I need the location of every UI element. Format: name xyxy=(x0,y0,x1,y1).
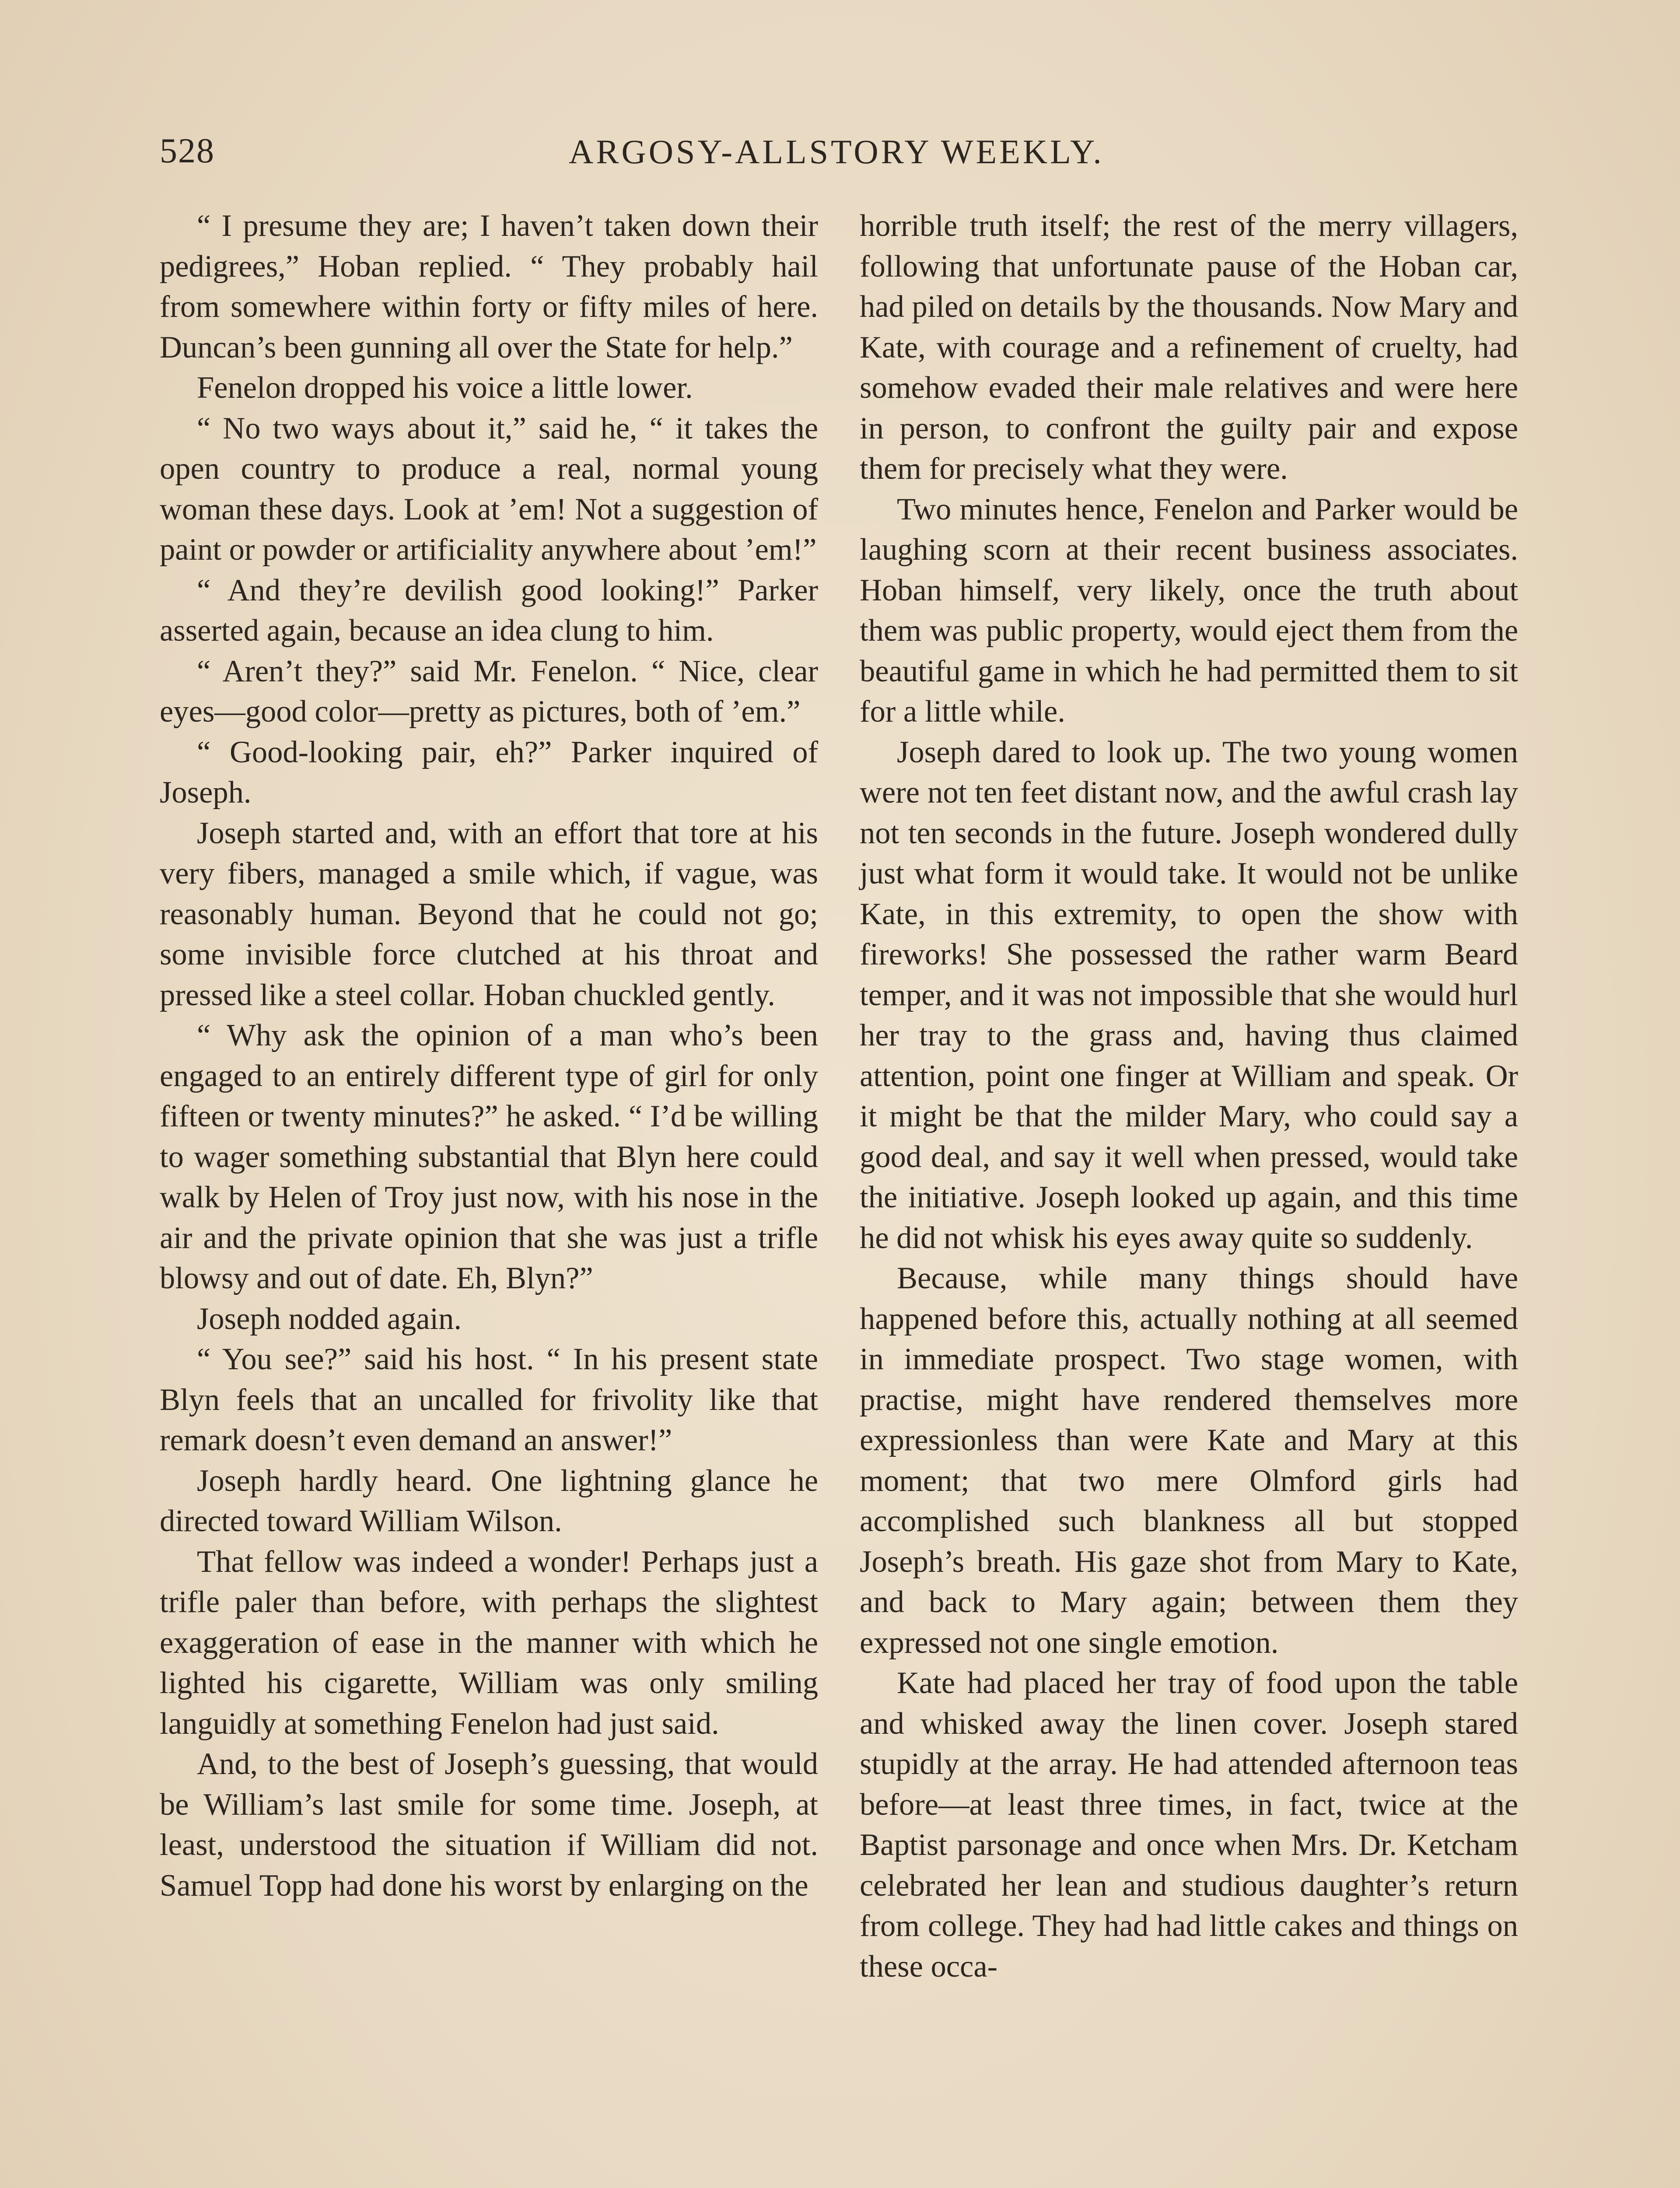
paragraph: Two minutes hence, Fenelon and Parker would be laughing scorn at their recent business associates. Hoban himself, very likely, once the truth about them was public property, would eject them from the beautiful game in which he had permitted them to sit for a little while. xyxy=(860,492,1518,729)
page-number: 528 xyxy=(160,132,215,170)
paragraph: “ Aren’t they?” said Mr. Fenelon. “ Nice, clear eyes—good color—pretty as pictures, both of ’em.” xyxy=(160,654,818,729)
paragraph: “ I presume they are; I haven’t taken down their pedigrees,” Hoban replied. “ They probably hail from somewhere within forty or fifty miles of here. Duncan’s been gunning all over the State for help.” xyxy=(160,209,818,365)
paragraph: Joseph hardly heard. One lightning glance he directed toward William Wilson. xyxy=(160,1463,818,1538)
left-column xyxy=(160,206,818,1906)
paragraph: Kate had placed her tray of food upon the table and whisked away the linen cover. Joseph stared stupidly at the array. He had attended afternoon teas before—at least three times, in fact, twice at the Baptist parsonage and once when Mrs. Dr. Ketcham celebrated her lean and studious daughter’s return from college. They had had little cakes and things on these occa- xyxy=(860,1666,1518,1984)
paragraph: Fenelon dropped his voice a little lower. xyxy=(197,371,693,405)
paragraph: Joseph nodded again. xyxy=(197,1301,462,1336)
paragraph: “ And they’re devilish good looking!” Parker asserted again, because an idea clung to him. xyxy=(160,573,818,648)
paragraph: Joseph dared to look up. The two young women were not ten feet distant now, and the awful crash lay not ten seconds in the future. Joseph wondered dully just what form it would take. It would not be unlike Kate, in this extremity, to open the show with fireworks! She possessed the rather warm Beard temper, and it was not impossible that she would hurl her tray to the grass and, having thus claimed attention, point one finger at William and speak. Or it might be that the milder Mary, who could say a good deal, and say it well when pressed, would take the initiative. Joseph looked up again, and this time he did not whisk his eyes away quite so suddenly. xyxy=(860,735,1518,1255)
paragraph: Because, while many things should have happened before this, actually nothing at all seemed in immediate prospect. Two stage women, with practise, might have rendered themselves more expressionless than were Kate and Mary at this moment; that two mere Olmford girls had accomplished such blankness all but stopped Joseph’s breath. His gaze shot from Mary to Kate, and back to Mary again; between them they expressed not one single emotion. xyxy=(860,1261,1518,1660)
paragraph: “ No two ways about it,” said he, “ it takes the open country to produce a real, normal young woman these days. Look at ’em! Not a suggestion of paint or powder or artificiality anywhere about ’em!” xyxy=(160,411,818,567)
paragraph: “ Why ask the opinion of a man who’s been engaged to an entirely different type of girl for only fifteen or twenty minutes?” he asked. “ I’d be willing to wager something substantial that Blyn here could walk by Helen of Troy just now, with his nose in the air and the private opinion that she was just a trifle blowsy and out of date. Eh, Blyn?” xyxy=(160,1018,818,1295)
paragraph: “ Good-looking pair, eh?” Parker inquired of Joseph. xyxy=(160,735,818,810)
continued-paragraph: horrible truth itself; the rest of the merry villagers, following that unfortunate pause of the Hoban car, had piled on details by the thousands. Now Mary and Kate, with courage and a refinement of cruelty, had somehow evaded their male relatives and were here in person, to confront the guilty pair and expose them for precisely what they were. xyxy=(860,209,1518,486)
right-column xyxy=(860,206,1518,1987)
running-title: ARGOSY-ALLSTORY WEEKLY. xyxy=(569,133,1104,171)
paragraph: And, to the best of Joseph’s guessing, that would be William’s last smile for some time. Joseph, at least, understood the situation if William did not. Samuel Topp had done his worst by enlarging on the xyxy=(160,1747,818,1903)
paragraph: “ You see?” said his host. “ In his present state Blyn feels that an uncalled for frivolity like that remark doesn’t even demand an answer!” xyxy=(160,1342,818,1457)
paragraph: That fellow was indeed a wonder! Perhaps just a trifle paler than before, with perhaps the slightest exaggeration of ease in the manner with which he lighted his cigarette, William was only smiling languidly at something Fenelon had just said. xyxy=(160,1544,818,1741)
paragraph: Joseph started and, with an effort that tore at his very fibers, managed a smile which, if vague, was reasonably human. Beyond that he could not go; some invisible force clutched at his throat and pressed like a steel collar. Hoban chuckled gently. xyxy=(160,816,818,1012)
